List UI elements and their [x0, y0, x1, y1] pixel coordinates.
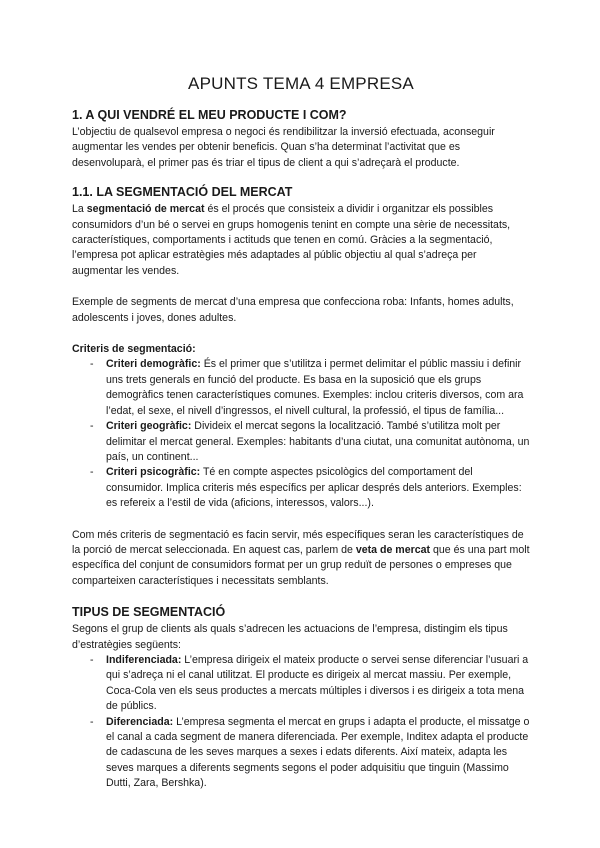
dash-marker: - [90, 715, 94, 728]
segmentation-definition [72, 202, 530, 279]
criteria-text: Divideix el mercat segons la localització. També s’utilitza molt per delimitar el mercat general. Exemples: habitants d’una ciutat, una comunitat autònoma, un país, un continent... [106, 420, 530, 463]
section-1-1-heading: 1.1. LA SEGMENTACIÓ DEL MERCAT [72, 185, 293, 200]
type-text: L’empresa segmenta el mercat en grups i adapta el producte, el missatge o el canal a cada segment de manera diferenciada. Per exemple, Inditex adapta el producte de cadascuna de les seves marques a sexes i edats diferents. Així mateix, adapta les seves marques a diferents segments segons el poder adquisitiu que tinguin (Massimo Dutti, Zara, Bershka). [106, 715, 530, 790]
type-label: Diferenciada: [106, 715, 174, 728]
type-label: Indiferenciada: [106, 653, 182, 666]
niche-text: que és una part molt específica del conjunt de consumidors format per un grup reduït de persones o empreses que comparteixen característiques i necessitats semblants. [72, 543, 530, 587]
market-niche-paragraph [72, 528, 530, 590]
niche-lead: Com més criteris de segmentació es facin servir, més específiques seran les característiques de la porció de mercat seleccionada. En aquest cas, parlem de [72, 528, 524, 556]
criteria-label: Criteri geogràfic: [106, 420, 192, 433]
segment-example: Exemple de segments de mercat d’una empresa que confecciona roba: Infants, homes adults, adolescents i joves, dones adultes. [72, 296, 514, 324]
criteria-label: Criteri psicogràfic: [106, 466, 201, 479]
criteria-list [72, 357, 530, 511]
dash-marker: - [90, 420, 94, 433]
criteria-text: Té en compte aspectes psicològics del comportament del consumidor. Implica criteris més específics per aplicar després dels anteriors. Exemples: es refereix a l’estil de vida (aficions, interessos, valors...). [106, 466, 522, 510]
dash-marker: - [90, 653, 94, 666]
type-item-undifferentiated [72, 653, 530, 715]
type-item-differentiated [72, 715, 530, 792]
dash-marker: - [90, 358, 94, 371]
criteria-item-psychographic [72, 465, 530, 511]
definition-term: segmentació de mercat [86, 203, 205, 216]
criteria-item-geographic [72, 419, 530, 465]
section-1-paragraph: L’objectiu de qualsevol empresa o negoci és rendibilitzar la inversió efectuada, aconseguir augmentar les vendes per obtenir beneficis. Quan s’ha determinat l’activitat que es desenvoluparà, el primer pas és triar el tipus de client a qui s’adreçarà el producte. [72, 126, 495, 169]
niche-term: veta de mercat [355, 543, 431, 556]
segmentation-types-intro: Segons el grup de clients als quals s’adrecen les actuacions de l’empresa, distingim els tipus d’estratègies següents: [72, 623, 508, 651]
criteria-item-demographic [72, 357, 530, 419]
dash-marker: - [90, 466, 94, 479]
criteria-label: Criteri demogràfic: [106, 358, 201, 371]
segmentation-types-heading: TIPUS DE SEGMENTACIÓ [72, 605, 226, 620]
criteria-title: Criteris de segmentació: [72, 343, 196, 356]
definition-text: és el procés que consisteix a dividir i organitzar els possibles consumidors d’un bé o servei en grups homogenis tenint en compte una sèrie de necessitats, característiques, comportaments i actituds que tenen en comú. Gràcies a la segmentació, l’empresa pot aplicar estratègies més adaptades al públic objectiu al qual s’adreça per augmentar les vendes. [72, 203, 511, 277]
type-text: L’empresa dirigeix el mateix producte o servei sense diferenciar l’usuari a qui s’adreça ni el canal utilitzat. El producte es dirigeix al mercat massiu. Per exemple, Coca-Cola ven els seus productes a mercats múltiples i diversos i es dirigeix a tota mena de públics. [106, 653, 529, 713]
segmentation-types-list [72, 653, 530, 792]
definition-lead: La [72, 203, 87, 216]
page-title: APUNTS TEMA 4 EMPRESA [188, 74, 414, 93]
criteria-text: És el primer que s’utilitza i permet delimitar el públic massiu i definir uns trets generals en funció del producte. Es basa en la suposició que els grups demogràfics tenen característiques comunes. Exemples: inclou criteris diversos, com ara l’edat, el sexe, el nivell d’ingressos, el nivell cultural, la professió, el tipus de família... [106, 358, 524, 417]
section-1-heading: 1. A QUI VENDRÉ EL MEU PRODUCTE I COM? [72, 108, 347, 122]
